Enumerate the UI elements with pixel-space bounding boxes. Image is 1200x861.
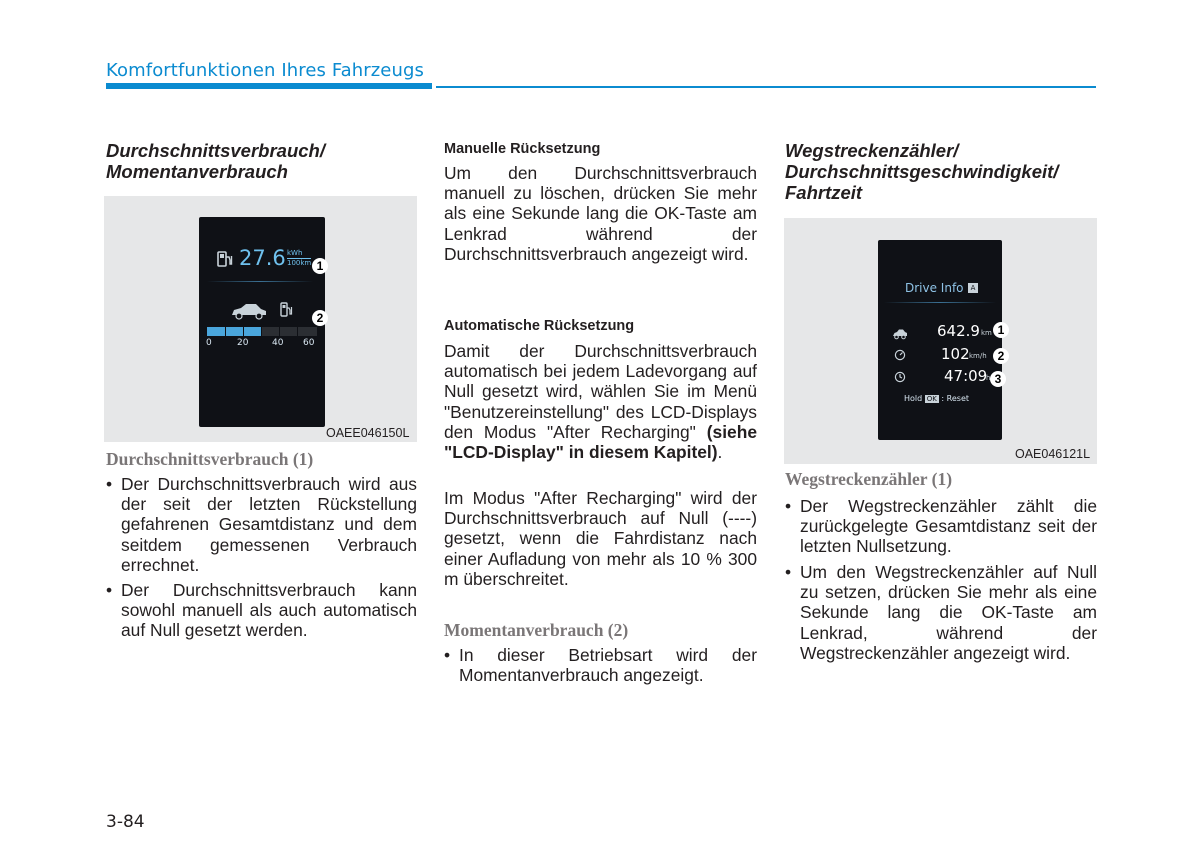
title-line: Momentanverbrauch bbox=[106, 161, 288, 182]
title-line: Durchschnittsverbrauch/ bbox=[106, 140, 325, 161]
paragraph-manual: Um den Durchschnittsverbrauch manuell zu löschen, drücken Sie mehr als eine Sekunde lang die OK-Taste am Lenkrad während der Durchschnittsverbrauch angezeigt wird. bbox=[444, 163, 757, 264]
consumption-bar-fill bbox=[207, 327, 262, 336]
cluster-display bbox=[878, 240, 1002, 440]
divider bbox=[884, 302, 996, 303]
title-line: Durchschnittsgeschwindigkeit/ bbox=[785, 161, 1059, 182]
sub-title-average: Durchschnittsverbrauch (1) bbox=[106, 449, 314, 469]
figure-caption: OAEE046150L bbox=[326, 426, 410, 440]
list-item: • Um den Wegstreckenzähler auf Null zu setzen, drücken Sie mehr als eine Sekunde lang die OK-Taste am Lenkrad, während der Wegstreckenzähler angezeigt wird. bbox=[785, 562, 1097, 663]
consumption-bar bbox=[207, 327, 317, 336]
callout-2: 2 bbox=[312, 310, 328, 326]
time-unit: h bbox=[986, 374, 991, 382]
consumption-unit bbox=[287, 249, 311, 268]
unit-top: kWh bbox=[287, 249, 303, 257]
car-icon bbox=[229, 301, 269, 321]
sub-title-manual: Manuelle Rücksetzung bbox=[444, 141, 601, 157]
speedometer-icon bbox=[894, 349, 906, 361]
paragraph-auto-text: Damit der Durchschnittsverbrauch automatisch bei jedem Ladevorgang auf Null gesetzt wird, wählen Sie im Menü "Benutzereinstellung" des LCD-Displays den Modus "After Recharging" bbox=[444, 341, 757, 442]
callout-1: 1 bbox=[993, 322, 1009, 338]
time-value: 47:09 bbox=[944, 367, 988, 385]
page-number: 3-84 bbox=[106, 812, 145, 832]
scale-label: 60 bbox=[303, 338, 315, 348]
callout-1: 1 bbox=[312, 258, 328, 274]
paragraph-after-recharging: Im Modus "After Recharging" wird der Durchschnittsverbrauch auf Null (----) gesetzt, wenn die Fahrdistanz nach einer Aufladung von mehr als 10 % 300 m überschreitet. bbox=[444, 488, 757, 589]
clock-icon bbox=[894, 371, 906, 383]
charge-station-icon-small bbox=[279, 301, 293, 319]
charge-station-icon bbox=[215, 249, 235, 269]
figure-drive-info bbox=[784, 218, 1097, 464]
list-item: • Der Wegstreckenzähler zählt die zurückgelegte Gesamtdistanz seit der letzten Nullsetzung. bbox=[785, 496, 1097, 557]
title-line: Fahrtzeit bbox=[785, 182, 863, 203]
distance-value: 642.9 bbox=[937, 322, 980, 340]
speed-value: 102 bbox=[941, 345, 970, 363]
speed-unit: km/h bbox=[969, 352, 987, 360]
callout-3: 3 bbox=[990, 371, 1006, 387]
scale-label: 20 bbox=[237, 338, 249, 348]
paragraph-auto bbox=[444, 341, 757, 462]
section-title-trip bbox=[785, 140, 1097, 203]
distance-unit: km bbox=[981, 329, 992, 337]
sub-title-auto: Automatische Rücksetzung bbox=[444, 318, 635, 334]
paragraph-auto-end: . bbox=[717, 442, 723, 463]
divider bbox=[207, 281, 313, 282]
reset-label: : Reset bbox=[941, 394, 970, 403]
header-rule-thin bbox=[436, 86, 1096, 88]
ok-badge: OK bbox=[926, 395, 937, 403]
header-rule-thick bbox=[106, 83, 432, 89]
callout-2: 2 bbox=[993, 348, 1009, 364]
chapter-title: Komfortfunktionen Ihres Fahrzeugs bbox=[106, 60, 424, 81]
list-item: • Der Durchschnittsverbrauch kann sowohl manuell als auch automatisch auf Null gesetzt werden. bbox=[106, 580, 417, 641]
title-line: Wegstreckenzähler/ bbox=[785, 140, 959, 161]
cluster-display bbox=[199, 217, 325, 427]
section-title-consumption bbox=[106, 140, 417, 182]
figure-consumption bbox=[104, 196, 417, 442]
cross-reference: (siehe "LCD-Display" in diesem Kapitel) bbox=[444, 421, 757, 463]
hold-label: Hold bbox=[904, 394, 923, 403]
sub-title-moment: Momentanverbrauch (2) bbox=[444, 620, 629, 640]
drive-info-header: Drive Info bbox=[905, 281, 964, 295]
list-item: • Der Durchschnittsverbrauch wird aus der seit der letzten Rückstellung gefahrenen Gesamtdistanz und dem seitdem gemessenen Verbrauch errechnet. bbox=[106, 474, 417, 575]
car-distance-icon bbox=[892, 328, 908, 340]
figure-caption: OAE046121L bbox=[1015, 447, 1091, 461]
scale-label: 40 bbox=[272, 338, 284, 348]
list-item: • In dieser Betriebsart wird der Momentanverbrauch angezeigt. bbox=[444, 645, 757, 685]
reset-hint bbox=[904, 394, 969, 403]
sub-title-odometer: Wegstreckenzähler (1) bbox=[785, 469, 953, 489]
consumption-value: 27.6 bbox=[239, 246, 286, 270]
scale-label: 0 bbox=[206, 338, 212, 348]
drive-info-badge: A bbox=[968, 283, 978, 293]
unit-bottom: 100km bbox=[287, 259, 312, 267]
